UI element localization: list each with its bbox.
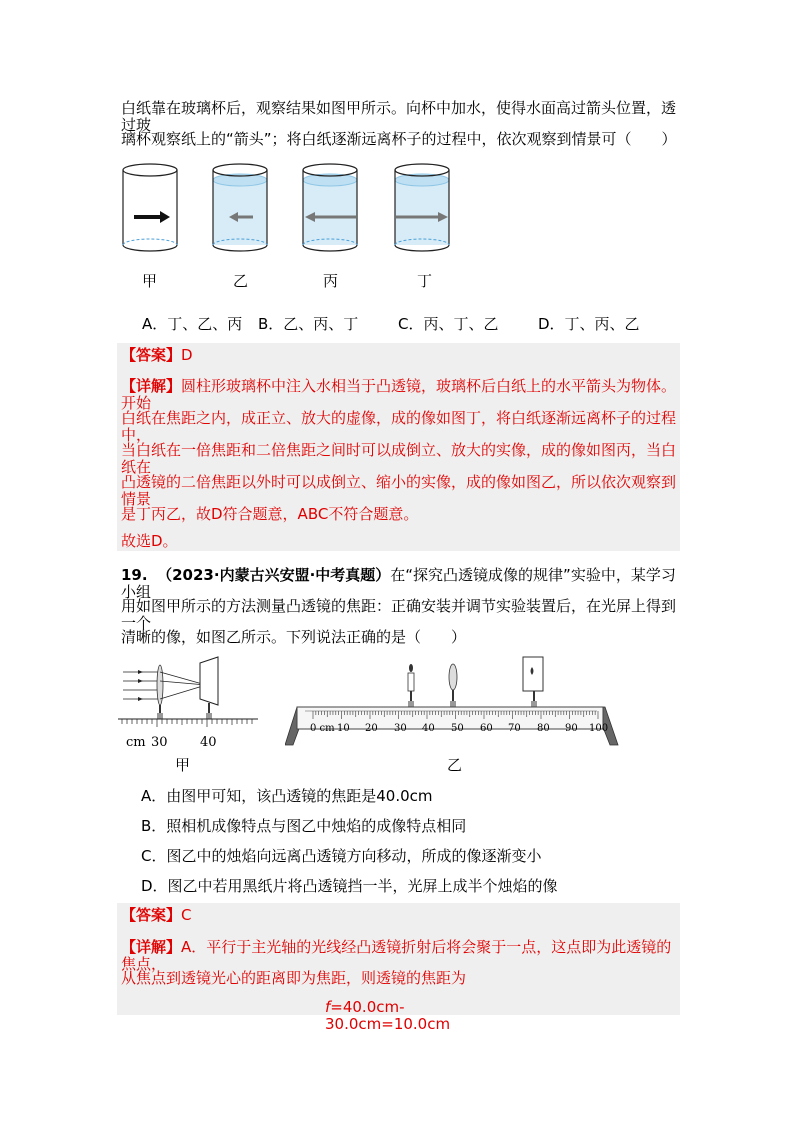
q19-stem-line3: 清晰的像，如图乙所示。下列说法正确的是（ ）: [121, 628, 467, 646]
jia-tick-30: 30: [151, 735, 168, 750]
bench-scale-labels: [310, 723, 630, 737]
q18-answer: [121, 347, 681, 364]
q18-option-d[interactable]: D．丁、丙、乙: [538, 315, 640, 333]
q19-formula: [325, 999, 525, 1033]
q19-option-a[interactable]: A．由图甲可知，该凸透镜的焦距是40.0cm: [141, 787, 433, 805]
bench-tick-label-0: 0 cm: [310, 723, 335, 734]
q18-option-a[interactable]: A．丁、乙、丙: [142, 315, 243, 333]
jia-tick-40: 40: [200, 735, 217, 750]
q19-option-b[interactable]: B．照相机成像特点与图乙中烛焰的成像特点相同: [141, 817, 467, 835]
q18-detail-line3: 当白纸在一倍焦距和二倍焦距之间时可以成倒立、放大的实像，成的像如图丙，当白纸在: [121, 441, 677, 476]
q19-option-c[interactable]: C．图乙中的烛焰向远离凸透镜方向移动，所成的像逐渐变小: [141, 847, 542, 865]
q19-stem-line1: 19. （2023·内蒙古兴安盟·中考真题）在“探究凸透镜成像的规律”实验中，某学习小组: [121, 566, 676, 601]
q18-answer-tag: 【答案】: [121, 346, 182, 364]
q19-detail-tag: 【详解】: [121, 938, 182, 956]
candle: [408, 664, 414, 707]
q18-option-c[interactable]: C．丙、丁、乙: [398, 315, 499, 333]
figure-label-yi: 乙: [447, 756, 463, 774]
q19-detail-line1: 【详解】A．平行于主光轴的光线经凸透镜折射后将会聚于一点，这点即为此透镜的焦点，: [121, 938, 672, 973]
bench-tick-label-50: 50: [451, 723, 464, 734]
q19-figure-yi: [285, 655, 620, 755]
q19-answer: [121, 907, 681, 924]
formula-f: f: [325, 998, 331, 1016]
jia-unit-label: cm: [126, 735, 146, 750]
bench-tick-label-90: 90: [565, 723, 578, 734]
figure-label-jia: 甲: [175, 756, 191, 774]
cup-label-ding: 丁: [417, 272, 433, 290]
q18-detail-tag: 【详解】: [121, 377, 182, 395]
q18-answer-value: D: [181, 346, 193, 364]
q18-stem-line2: 璃杯观察纸上的“箭头”；将白纸逐渐远离杯子的过程中，依次观察到情景可（ ）: [121, 130, 677, 148]
cup-label-jia: 甲: [142, 272, 158, 290]
cup-label-bing: 丙: [323, 272, 339, 290]
q19-stem-line2: 用如图甲所示的方法测量凸透镜的焦距：正确安装并调节实验装置后，在光屏上得到一个: [121, 597, 677, 632]
q18-detail-line2: 白纸在焦距之内，成正立、放大的虚像，成的像如图丁，将白纸逐渐远离杯子的过程中，: [121, 409, 677, 444]
q19-answer-tag: 【答案】: [121, 906, 182, 924]
bench-tick-label-60: 60: [480, 723, 493, 734]
q19-number: 19.: [121, 566, 148, 584]
cup-yi: [213, 164, 267, 251]
q18-cups-figure: [110, 158, 460, 258]
q19-option-d[interactable]: D．图乙中若用黑纸片将凸透镜挡一半，光屏上成半个烛焰的像: [141, 877, 558, 895]
formula-rest: =40.0cm-30.0cm=10.0cm: [325, 998, 451, 1033]
cup-label-yi: 乙: [233, 272, 249, 290]
bench-tick-label-20: 20: [365, 723, 378, 734]
q19-source: （2023·内蒙古兴安盟·中考真题）: [157, 566, 391, 584]
cup-bing: [303, 164, 357, 251]
q18-stem-line1: 白纸靠在玻璃杯后，观察结果如图甲所示。向杯中加水，使得水面高过箭头位置，透过玻: [121, 99, 677, 134]
q18-conclusion: 故选D。: [121, 532, 178, 550]
q18-options: [0, 316, 800, 336]
cup-jia: [123, 164, 177, 251]
q18-detail-line4: 凸透镜的二倍焦距以外时可以成倒立、缩小的实像，成的像如图乙，所以依次观察到情景: [121, 473, 677, 508]
bench-tick-label-30: 30: [394, 723, 407, 734]
bench-tick-label-70: 70: [508, 723, 521, 734]
light-screen: [523, 657, 543, 707]
bench-tick-label-100: 100: [589, 723, 609, 734]
bench-tick-label-10: 10: [337, 723, 350, 734]
q19-detail-line2: 从焦点到透镜光心的距离即为焦距，则透镜的焦距为: [121, 969, 467, 987]
cup-ding: [395, 164, 449, 251]
q19-answer-value: C: [181, 906, 192, 924]
lens: [449, 664, 457, 707]
bench-tick-label-80: 80: [537, 723, 550, 734]
q18-detail-line5: 是丁丙乙，故D符合题意，ABC不符合题意。: [121, 505, 419, 523]
q18-option-b[interactable]: B．乙、丙、丁: [258, 315, 359, 333]
q18-detail-line1: 【详解】圆柱形玻璃杯中注入水相当于凸透镜，玻璃杯后白纸上的水平箭头为物体。开始: [121, 377, 677, 412]
bench-tick-label-40: 40: [422, 723, 435, 734]
